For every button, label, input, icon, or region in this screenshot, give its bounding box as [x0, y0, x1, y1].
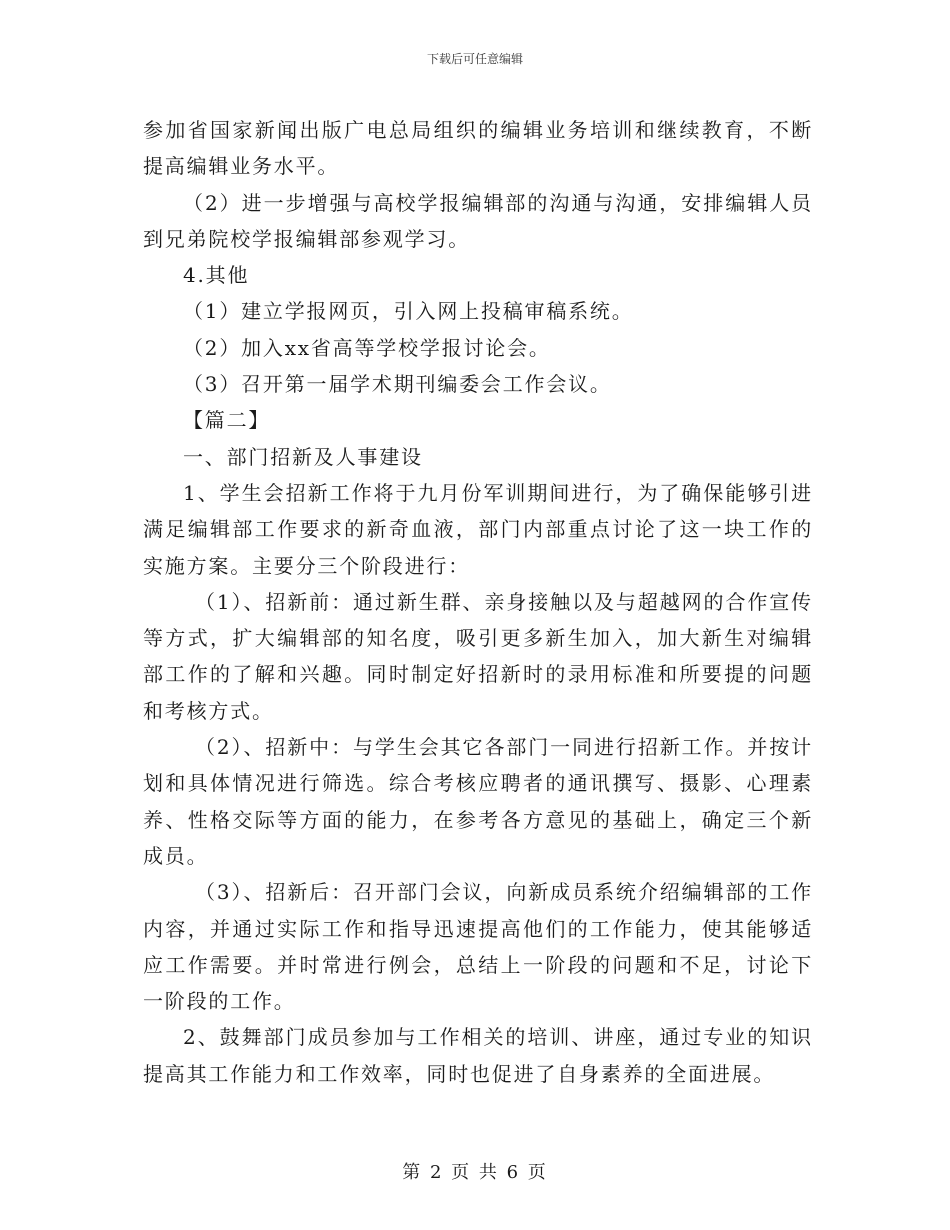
paragraph: （2）进一步增强与高校学报编辑部的沟通与沟通，安排编辑人员到兄弟院校学报编辑部参观学习。 [143, 190, 813, 251]
paragraph: 2、鼓舞部门成员参加与工作相关的培训、讲座，通过专业的知识提高其工作能力和工作效率，同时也促进了自身素养的全面进展。 [143, 1025, 813, 1086]
paragraph: （1）、招新前：通过新生群、亲身接触以及与超越网的合作宣传等方式，扩大编辑部的知名度，吸引更多新生加入，加大新生对编辑部工作的了解和兴趣。同时制定好招新时的录用标准和所要提的问题和考核方式。 [143, 589, 813, 723]
paragraph: （2）、招新中：与学生会其它各部门一同进行招新工作。并按计划和具体情况进行筛选。综合考核应聘者的通讯撰写、摄影、心理素养、性格交际等方面的能力，在参考各方意见的基础上，确定三个新成员。 [143, 735, 813, 868]
paragraph: 参加省国家新闻出版广电总局组织的编辑业务培训和继续教育，不断提高编辑业务水平。 [143, 118, 813, 179]
list-item: （3）召开第一届学术期刊编委会工作会议。 [183, 372, 612, 397]
page-number: 第 2 页 共 6 页 [402, 1162, 548, 1183]
section-heading: 4.其他 [183, 263, 250, 288]
document-body [143, 112, 813, 1092]
page-header: 下载后可任意编辑 [426, 52, 523, 66]
list-item: （1）建立学报网页，引入网上投稿审稿系统。 [183, 299, 634, 324]
paragraph: （3）、招新后：召开部门会议，向新成员系统介绍编辑部的工作内容，并通过实际工作和指导迅速提高他们的工作能力，使其能够适应工作需要。并时常进行例会，总结上一阶段的问题和不足，讨论下一阶段的工作。 [143, 880, 813, 1014]
list-item: （2）加入xx省高等学校学报讨论会。 [183, 335, 551, 360]
paragraph: 1、学生会招新工作将于九月份军训期间进行，为了确保能够引进满足编辑部工作要求的新奇血液，部门内部重点讨论了这一块工作的实施方案。主要分三个阶段进行： [143, 480, 813, 578]
chapter-heading: 【篇二】 [183, 408, 271, 433]
section-heading: 一、部门招新及人事建设 [183, 444, 423, 469]
